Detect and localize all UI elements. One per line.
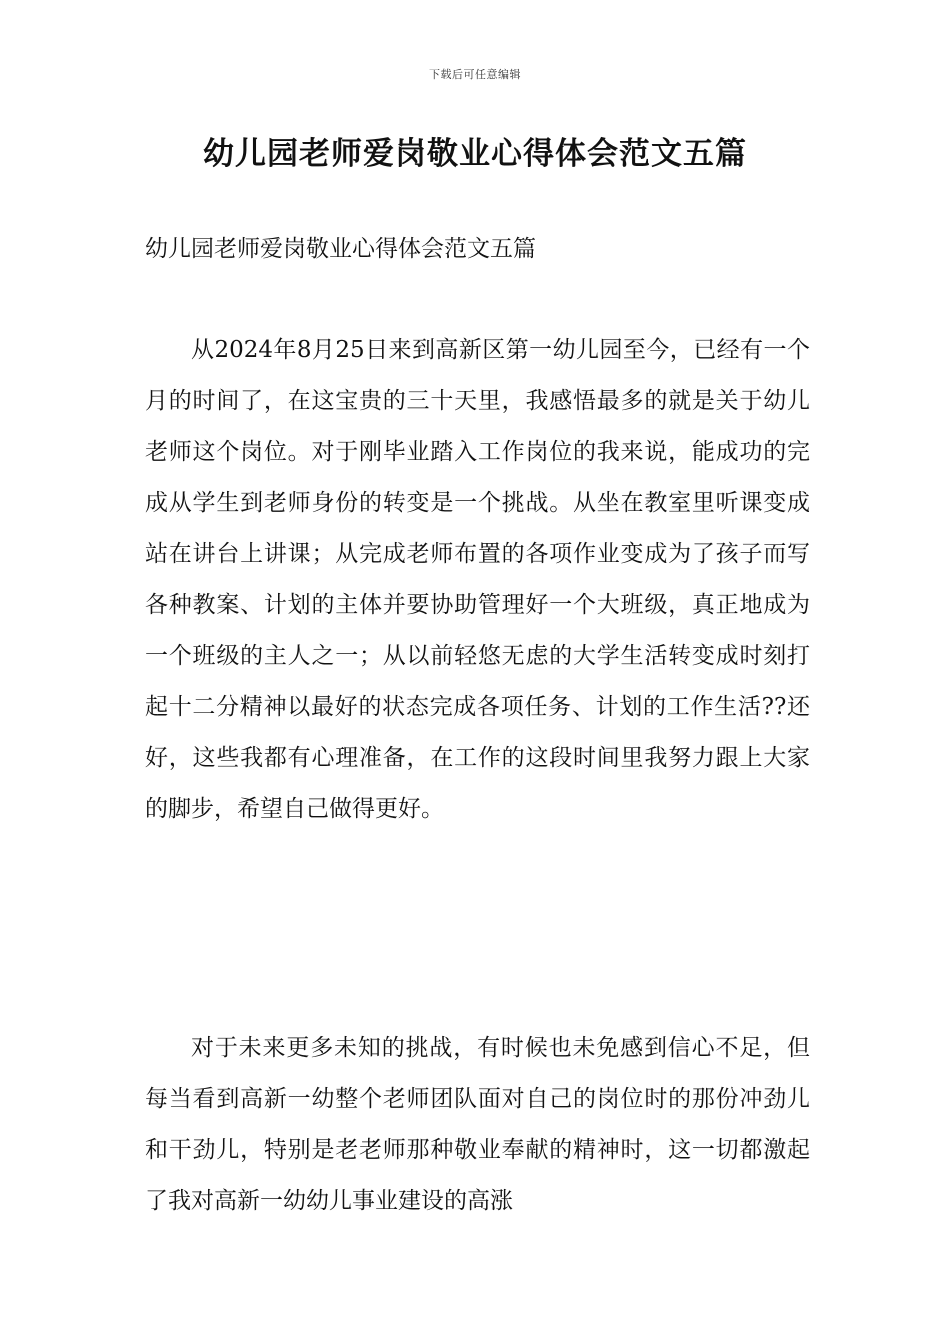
body-paragraph-1: 从2024年8月25日来到高新区第一幼儿园至今，已经有一个月的时间了，在这宝贵的三十天里，我感悟最多的就是关于幼儿老师这个岗位。对于刚毕业踏入工作岗位的我来说，能成功的完成从学生到老师身份的转变是一个挑战。从坐在教室里听课变成站在讲台上讲课；从完成老师布置的各项作业变成为了孩子而写各种教案、计划的主体并要协助管理好一个大班级，真正地成为一个班级的主人之一；从以前轻悠无虑的大学生活转变成时刻打起十二分精神以最好的状态完成各项任务、计划的工作生活??还好，这些我都有心理准备，在工作的这段时间里我努力跟上大家的脚步，希望自己做得更好。	[145, 337, 810, 822]
document-subtitle: 幼儿园老师爱岗敬业心得体会范文五篇	[145, 236, 536, 262]
header-note: 下载后可任意编辑	[429, 68, 521, 81]
document-title: 幼儿园老师爱岗敬业心得体会范文五篇	[203, 136, 747, 172]
body-paragraph-2: 对于未来更多未知的挑战，有时候也未免感到信心不足，但每当看到高新一幼整个老师团队面对自己的岗位时的那份冲劲儿和干劲儿，特别是老老师那种敬业奉献的精神时，这一切都激起了我对高新一幼幼儿事业建设的高涨	[145, 1035, 810, 1214]
